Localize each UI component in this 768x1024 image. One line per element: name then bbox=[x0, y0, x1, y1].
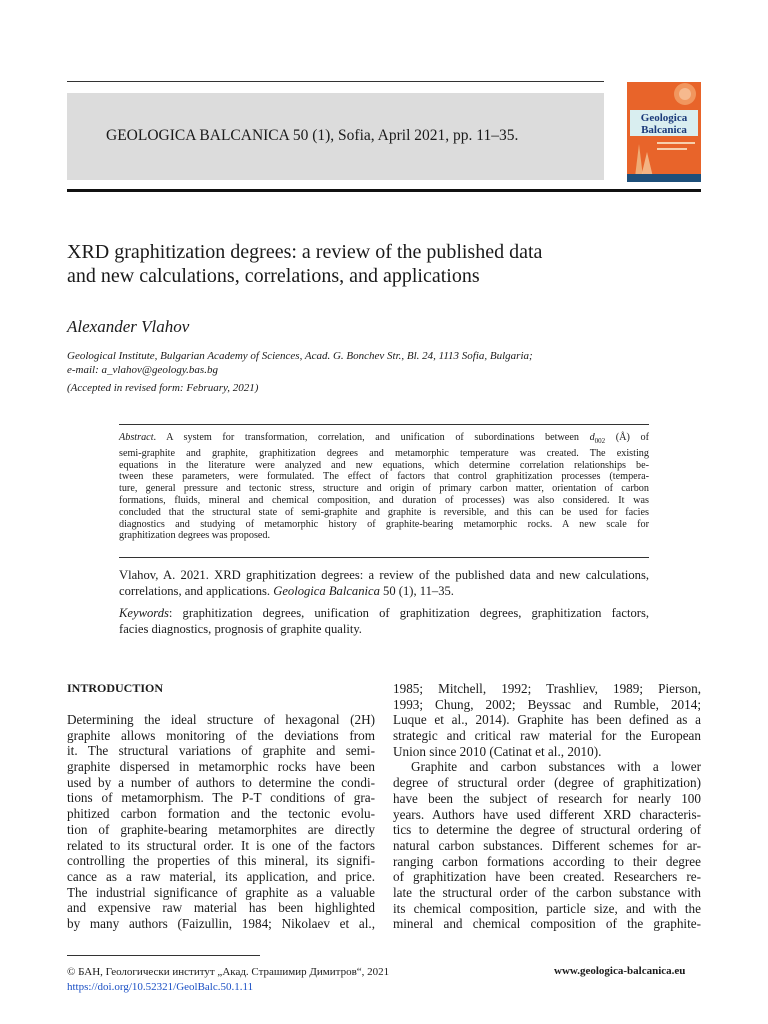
body-line: it. The structural variations of graphite and semi- bbox=[67, 743, 375, 759]
abstract-bottom-rule bbox=[119, 557, 649, 558]
body-line: tics to determine the degree of structural ordering of bbox=[393, 822, 701, 838]
body-line: its chemical composition, particle size, and with the bbox=[393, 900, 701, 916]
abstract-line: semi-graphite and graphite, graphitization degrees and metamorphic temperature was created. The existing bbox=[119, 447, 649, 459]
citation-line: correlations, and applications. Geologica Balcanica 50 (1), 11–35. bbox=[119, 583, 454, 598]
body-line: Union since 2010 (Catinat et al., 2010). bbox=[393, 743, 602, 759]
body-line: years. Authors have used different XRD characteris- bbox=[393, 806, 701, 822]
cover-title-line1: Geologica bbox=[640, 112, 688, 124]
article-title-line: XRD graphitization degrees: a review of the published data bbox=[67, 241, 543, 263]
body-line: cance as a raw material, its application, and price. bbox=[67, 868, 375, 884]
body-line: Luque et al., 2014). Graphite has been defined as a bbox=[393, 712, 701, 728]
keywords-line: Keywords: graphitization degrees, unification of graphitization degrees, graphitization factors, bbox=[119, 606, 649, 620]
body-line: graphite dispersed in metamorphic rocks have been bbox=[67, 759, 375, 775]
affiliation-line: Geological Institute, Bulgarian Academy of Sciences, Acad. G. Bonchev Str., Bl. 24, 1113 Sofia, Bulgaria; bbox=[67, 350, 533, 362]
abstract-line: Abstract. A system for transformation, correlation, and unification of subordinations between $d_{002}$ (Å) of bbox=[119, 432, 649, 446]
abstract bbox=[119, 432, 649, 542]
body-line: natural carbon substances. Different schemes for ar- bbox=[393, 837, 701, 853]
body-line: Determining the ideal structure of hexagonal (2H) bbox=[67, 712, 375, 727]
copyright-notice: © БАН, Геологически институт „Акад. Страшимир Димитров“, 2021 bbox=[67, 966, 390, 978]
body-line: mineral and chemical composition of the graphite- bbox=[393, 916, 701, 932]
body-line: degree of structural order (degree of graphitization) bbox=[393, 775, 701, 791]
author-name: Alexander Vlahov bbox=[67, 317, 190, 336]
keywords bbox=[119, 606, 649, 637]
abstract-line: diagnostics and studying of metamorphic history of graphite-bearing metamorphic rocks. A new scale for bbox=[119, 518, 649, 530]
abstract-line: formations, fluids, mineral and chemical composition, and duration of processes) was also considered. It was bbox=[119, 495, 649, 507]
body-column-right bbox=[393, 681, 701, 932]
body-line: have been the subject of research for nearly 100 bbox=[393, 790, 701, 806]
body-line: used by a number of authors to determine the condi- bbox=[67, 774, 375, 790]
doi-link[interactable]: https://doi.org/10.52321/GeolBalc.50.1.11 bbox=[67, 981, 254, 993]
abstract-line: equations in the literature were analyzed and new equations, which determine correlation relationships be- bbox=[119, 459, 649, 471]
cover-title-line2: Balcanica bbox=[641, 124, 687, 136]
keywords-line: facies diagnostics, prognosis of graphite quality. bbox=[119, 621, 362, 636]
affiliation-email-line: e-mail: a_vlahov@geology.bas.bg bbox=[67, 363, 218, 376]
body-line: 1993; Chung, 2002; Beyssac and Rumble, 2014; bbox=[393, 696, 701, 712]
accepted-date: (Accepted in revised form: February, 2021) bbox=[67, 382, 259, 394]
body-line: controlling the properties of this mineral, its signifi- bbox=[67, 853, 375, 869]
body-line: The industrial significance of graphite as a valuable bbox=[67, 884, 375, 900]
website-link[interactable]: www.geologica-balcanica.eu bbox=[554, 965, 686, 977]
footer-rule bbox=[67, 955, 260, 956]
abstract-line: tween these parameters, were formulated. The effect of factors that control graphitization processes (tempera- bbox=[119, 471, 649, 483]
body-line: Graphite and carbon substances with a lower bbox=[411, 759, 701, 775]
article-title bbox=[67, 240, 627, 288]
body-line: tion of graphite-bearing metamorphites are directly bbox=[67, 821, 375, 837]
body-line: tions of metamorphism. The P-T conditions of gra- bbox=[67, 790, 375, 806]
abstract-line: concluded that the structural state of semi-graphite and graphite is reversible, and this can be used for facies bbox=[119, 506, 649, 518]
abstract-label: Abstract bbox=[119, 432, 154, 443]
body-line: late the structural order of the carbon substance with bbox=[393, 884, 701, 900]
body-line: ranging carbon formations according to their degree bbox=[393, 853, 701, 869]
keywords-label: Keywords bbox=[119, 606, 169, 620]
article-citation bbox=[119, 568, 649, 599]
abstract-line: graphitization degrees was proposed. bbox=[119, 530, 271, 542]
body-line: phitized carbon formation and the tectonic evolu- bbox=[67, 806, 375, 822]
body-line: of graphitization have been created. Researchers re- bbox=[393, 869, 701, 885]
header-thick-rule bbox=[67, 189, 701, 192]
article-title-line: and new calculations, correlations, and applications bbox=[67, 265, 480, 287]
citation-line: Vlahov, A. 2021. XRD graphitization degrees: a review of the published data and new calculations, bbox=[119, 568, 649, 582]
body-line: related to its structural order. It is one of the factors bbox=[67, 837, 375, 853]
section-heading-introduction: INTRODUCTION bbox=[67, 681, 164, 695]
footer-left bbox=[67, 965, 389, 995]
top-rule bbox=[67, 81, 604, 82]
body-line: and expensive raw material has been highlighted bbox=[67, 900, 375, 916]
journal-cover-image bbox=[627, 82, 701, 182]
journal-citation-line: GEOLOGICA BALCANICA 50 (1), Sofia, April 2021, pp. 11–35. bbox=[106, 127, 519, 144]
abstract-top-rule bbox=[119, 424, 649, 425]
body-line: by many authors (Faizullin, 1984; Nikolaev et al., bbox=[67, 915, 375, 931]
body-line: strategic and critical raw material for the European bbox=[393, 728, 701, 744]
body-line: graphite allows monitoring of the deviations from bbox=[67, 727, 375, 743]
body-line: 1985; Mitchell, 1992; Trashliev, 1989; Pierson, bbox=[393, 681, 701, 696]
author-affiliation bbox=[67, 350, 707, 377]
body-column-left bbox=[67, 712, 375, 932]
abstract-line: ture, general pressure and tectonic stress, structure and origin of primary carbon matter, orientation of carbon bbox=[119, 483, 649, 495]
